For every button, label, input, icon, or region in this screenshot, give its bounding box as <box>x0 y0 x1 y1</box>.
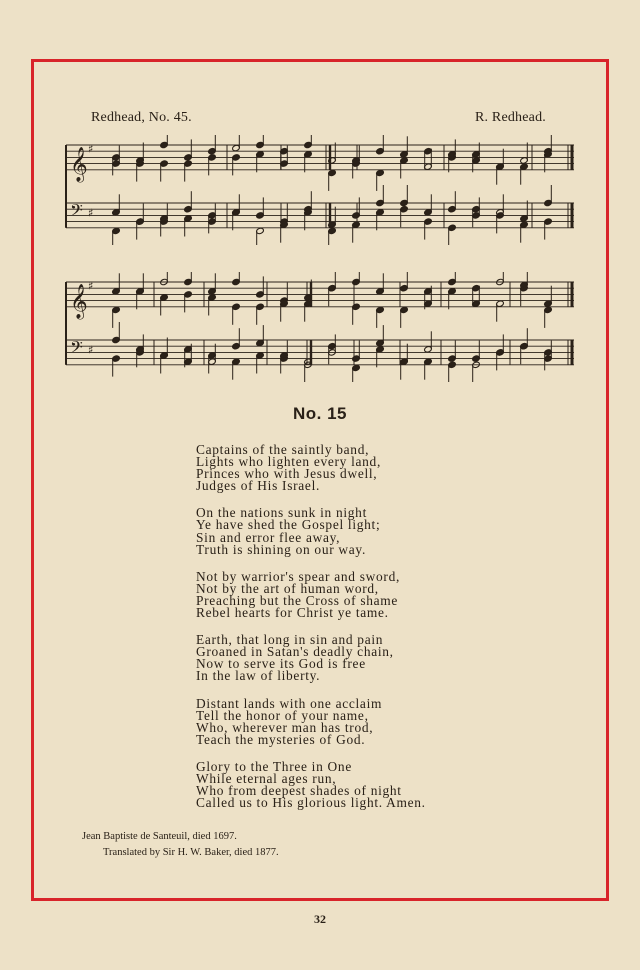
verse-line: Earth, that long in sin and pain <box>196 632 384 648</box>
verse-line: Now to serve its God is free <box>196 656 366 672</box>
verse-line: Not by the art of human word, <box>196 580 379 596</box>
bass-clef-icon: 𝄢 <box>70 337 83 362</box>
verse-line: Teach the mysteries of God. <box>196 731 366 747</box>
music-system-2 <box>64 272 576 382</box>
verse-line: Judges of His Israel. <box>196 478 321 494</box>
verse-line: Who from deepest shades of night <box>196 783 402 799</box>
verse-line: Who, wherever man has trod, <box>196 719 374 735</box>
verse-line: In the law of liberty. <box>196 668 321 684</box>
page-number: 32 <box>314 912 326 926</box>
score-svg <box>64 272 576 382</box>
verse-6 <box>196 758 496 811</box>
treble-staff <box>66 272 574 328</box>
verse-line: Truth is shining on our way. <box>196 541 367 557</box>
verse-line: Ye have shed the Gospel light; <box>196 517 381 533</box>
verse-line: Groaned in Satan's deadly chain, <box>196 644 394 660</box>
verse-line: Called us to His glorious light. Amen. <box>196 795 426 811</box>
verse-3 <box>196 568 496 621</box>
sharp-icon: ♯ <box>88 279 94 293</box>
verse-line: Princes who with Jesus dwell, <box>196 466 378 482</box>
tune-name: Redhead, No. 45. <box>91 110 192 125</box>
verse-line: Rebel hearts for Christ ye tame. <box>196 605 389 621</box>
verse-4 <box>196 634 496 682</box>
verse-line: Sin and error flee away, <box>196 529 341 545</box>
verse-line: Not by warrior's spear and sword, <box>196 568 401 584</box>
score-svg <box>64 135 576 245</box>
sharp-icon: ♯ <box>88 142 94 156</box>
hymn-text <box>196 444 496 824</box>
sharp-icon: ♯ <box>88 206 94 220</box>
treble-staff <box>66 135 574 191</box>
verse-1 <box>196 444 496 492</box>
verse-line: Glory to the Three in One <box>196 758 352 774</box>
treble-clef-icon: 𝄞 <box>70 283 88 319</box>
treble-clef-icon: 𝄞 <box>70 146 88 182</box>
verse-2 <box>196 507 496 555</box>
bass-staff <box>66 322 574 382</box>
translator-credit: Translated by Sir H. W. Baker, died 1877. <box>103 847 279 858</box>
author-credit: Jean Baptiste de Santeuil, died 1697. <box>82 831 237 842</box>
verse-5 <box>196 695 496 747</box>
verse-line: Preaching but the Cross of shame <box>196 592 399 608</box>
music-system-1 <box>64 135 576 245</box>
verse-line: On the nations sunk in night <box>196 505 367 521</box>
bass-clef-icon: 𝄢 <box>70 200 83 225</box>
verse-line: Distant lands with one acclaim <box>196 695 383 711</box>
verse-line: While eternal ages run, <box>196 770 337 786</box>
verse-line: Tell the honor of your name, <box>196 707 369 723</box>
verse-line: Lights who lighten every land, <box>196 454 382 470</box>
bass-staff <box>66 185 574 245</box>
credits <box>82 829 279 861</box>
hymn-number: No. 15 <box>292 404 348 423</box>
composer-name: R. Redhead. <box>474 110 546 125</box>
verse-line: Captains of the saintly band, <box>196 442 370 457</box>
sharp-icon: ♯ <box>88 343 94 357</box>
